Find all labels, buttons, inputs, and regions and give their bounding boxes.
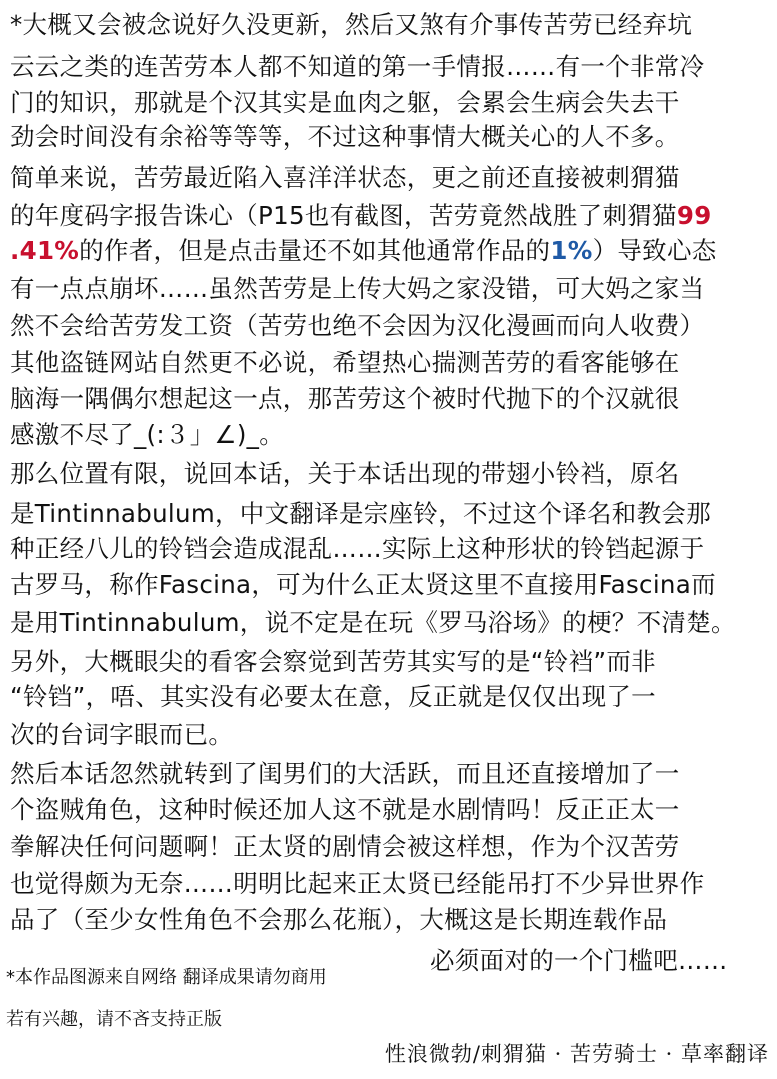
text-span: 劲会时间没有余裕等等等，不过这种事情大概关心的人不多。: [10, 122, 680, 151]
text-span: 次的台词字眼而已。: [10, 720, 234, 749]
text-line: [10, 903, 667, 937]
text-line: [10, 757, 680, 791]
text-line: [10, 568, 716, 602]
text-span: 其他盗链网站自然更不必说，希望热心揣测苦劳的看客能够在: [10, 348, 680, 377]
text-span: 必须面对的一个门槛吧……: [430, 946, 728, 975]
highlight-percentage: 99: [676, 201, 712, 230]
text-line: [430, 944, 728, 978]
text-span: 简单来说，苦劳最近陷入喜洋洋状态，更之前还直接被刺猬猫: [10, 163, 680, 192]
text-span: 古罗马，称作Fascina，可为什么正太贤这里不直接用Fascina而: [10, 570, 716, 599]
text-span: 然后本话忽然就转到了闺男们的大活跃，而且还直接增加了一: [10, 759, 680, 788]
copyright-note: *本作品图源来自网络 翻译成果请勿商用: [6, 967, 327, 988]
text-line: [10, 8, 692, 42]
text-line: [10, 86, 680, 120]
credits-signature: 性浪微勃/刺猬猫 · 苦劳骑士 · 草率翻译: [384, 1042, 769, 1066]
text-line: [10, 161, 680, 195]
text-line: [10, 418, 284, 452]
text-span: 另外，大概眼尖的看客会察觉到苦劳其实写的是“铃裆”而非: [10, 647, 656, 676]
text-line: [10, 830, 680, 864]
text-span: 是Tintinnabulum，中文翻译是宗座铃，不过这个译名和教会那: [10, 499, 712, 528]
text-span: 的作者，但是点击量还不如其他通常作品的: [79, 236, 551, 265]
text-line: [10, 497, 711, 531]
text-span: *大概又会被念说好久没更新，然后又煞有介事传苦劳已经弃坑: [10, 10, 693, 39]
text-span: 品了（至少女性角色不会那么花瓶），大概这是长期连载作品: [10, 905, 668, 934]
support-note: 若有兴趣，请不吝支持正版: [6, 1009, 222, 1030]
text-line: [10, 309, 704, 343]
text-span: 个盗贼角色，这种时候还加人这不就是水剧情吗！反正正太一: [10, 795, 680, 824]
text-span: “铃铛”，唔、其实没有必要太在意，反正就是仅仅出现了一: [10, 682, 656, 711]
text-line: [10, 645, 656, 679]
text-line: [10, 793, 680, 827]
text-line: [10, 718, 233, 752]
text-span: 云云之类的连苦劳本人都不知道的第一手情报……有一个非常冷: [10, 52, 705, 81]
text-span: 是用Tintinnabulum，说不定是在玩《罗马浴场》的梗？不清楚。: [10, 608, 736, 637]
text-span: 拳解决任何问题啊！正太贤的剧情会被这样想，作为个汉苦劳: [10, 832, 680, 861]
text-line: [10, 532, 704, 566]
text-line: [10, 50, 704, 84]
text-span: 的年度码字报告诛心（P15也有截图，苦劳竟然战胜了刺猬猫: [10, 201, 677, 230]
text-line: [10, 382, 680, 416]
text-line: [10, 234, 717, 268]
text-span: 门的知识，那就是个汉其实是血肉之躯，会累会生病会失去干: [10, 88, 680, 117]
text-span: ）导致心态: [592, 236, 717, 265]
text-span: 然不会给苦劳发工资（苦劳也绝不会因为汉化漫画而向人收费）: [10, 311, 705, 340]
text-line: [10, 272, 704, 306]
text-span: 也觉得颇为无奈……明明比起来正太贤已经能吊打不少异世界作: [10, 869, 705, 898]
text-line: [10, 867, 704, 901]
text-span: 感激不尽了_(:３」∠)_。: [10, 420, 285, 449]
text-line: [10, 680, 656, 714]
text-span: 有一点点崩坏……虽然苦劳是上传大妈之家没错，可大妈之家当: [10, 274, 705, 303]
highlight-percentage: .41%: [10, 236, 80, 265]
text-line: [10, 120, 680, 154]
text-line: [10, 457, 680, 491]
text-line: [10, 346, 680, 380]
text-span: 种正经八儿的铃铛会造成混乱……实际上这种形状的铃铛起源于: [10, 534, 705, 563]
text-line: [10, 199, 712, 233]
text-line: [10, 606, 736, 640]
text-span: 脑海一隅偶尔想起这一点，那苦劳这个被时代抛下的个汉就很: [10, 384, 680, 413]
text-span: 那么位置有限，说回本话，关于本话出现的带翅小铃裆，原名: [10, 459, 680, 488]
highlight-percentage: 1%: [550, 236, 593, 265]
